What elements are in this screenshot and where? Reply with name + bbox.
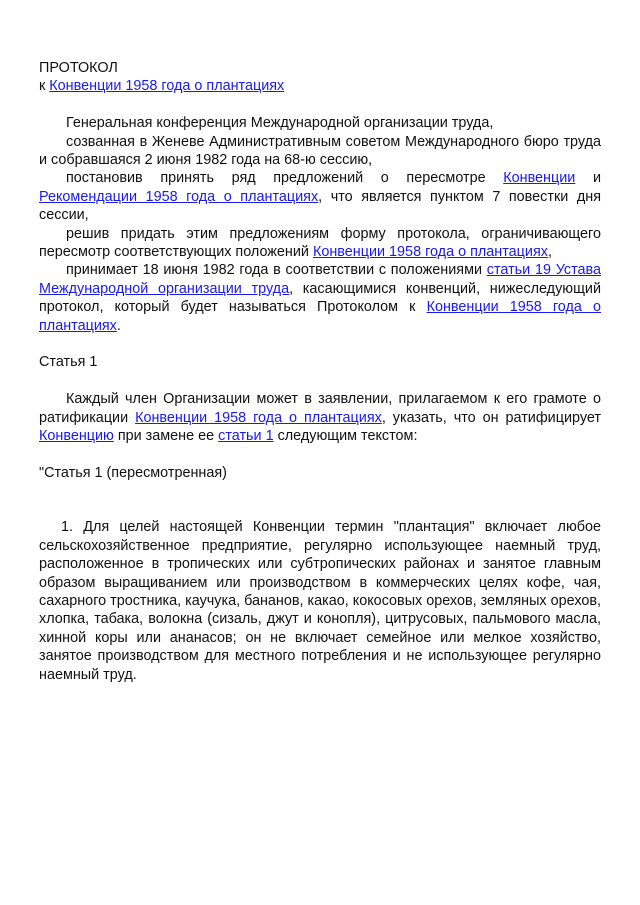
text: , что является пунктом 7 повестки дня сессии, xyxy=(39,188,601,224)
text: , xyxy=(547,244,552,261)
text: следующим текстом: xyxy=(273,428,418,445)
text: принимает 18 июня 1982 года в соответствии с положениями xyxy=(66,262,487,279)
text: , указать, что он ратифицирует xyxy=(381,409,601,426)
subtitle-prefix: к xyxy=(39,78,50,95)
revised-article-heading: "Статья 1 (пересмотренная) xyxy=(39,464,227,481)
document-subtitle xyxy=(39,77,601,95)
convention-link[interactable]: Конвенции 1958 года о плантациях xyxy=(39,299,602,334)
text: , касающимися конвенций, нижеследующий протокол, который будет называться Протоколом к xyxy=(39,280,601,316)
convention-link[interactable]: Конвенции xyxy=(503,170,576,187)
text: решив придать этим предложениям форму протокола, ограничивающего пересмотр соответствующих положений xyxy=(39,225,601,261)
article-link[interactable]: статьи 1 xyxy=(218,428,274,445)
text: постановив принять ряд предложений о пересмотре xyxy=(66,170,504,187)
ilo-constitution-article-link[interactable]: статьи 19 Устава Международной организации труда xyxy=(39,262,601,297)
preamble-paragraph xyxy=(39,225,601,262)
recommendation-link[interactable]: Рекомендации 1958 года о плантациях xyxy=(39,188,319,205)
convention-link[interactable]: Конвенции 1958 года о плантациях xyxy=(135,409,382,426)
preamble-paragraph xyxy=(39,169,601,224)
convention-link[interactable]: Конвенции 1958 года о плантациях xyxy=(49,78,285,95)
text: при замене ее xyxy=(113,428,219,445)
preamble-paragraph: Генеральная конференция Международной организации труда, xyxy=(66,115,494,132)
document-title: ПРОТОКОЛ xyxy=(39,60,118,76)
preamble-paragraph xyxy=(39,261,601,335)
preamble-paragraph: созванная в Женеве Административным советом Международного бюро труда и собравшаяся 2 июня 1982 года на 68-ю сессию, xyxy=(39,133,601,169)
document xyxy=(39,59,601,684)
text: и xyxy=(575,170,601,187)
convention-link[interactable]: Конвенции 1958 года о плантациях xyxy=(312,244,548,261)
article-heading: Статья 1 xyxy=(39,354,98,371)
convention-link[interactable]: Конвенцию xyxy=(39,428,114,445)
revised-article-paragraph: 1. Для целей настоящей Конвенции термин "плантация" включает любое сельскохозяйственное предприятие, регулярно использующее наемный труд, расположенное в тропических или субтропических районах и занятое главным образом выращиванием или производством в коммерческих целях кофе, чая, сахарного тростника, каучука, бананов, какао, кокосовых орехов, земляных орехов, хлопка, табака, волокна (сизаль, джут и конопля), цитрусовых, пальмового масла, хинной коры или ананасов; он не включает семейное или мелкое хозяйство, занятое производством для местного потребления и не использующее регулярно наемный труд. xyxy=(39,519,601,683)
text: . xyxy=(116,317,121,334)
text: Каждый член Организации может в заявлении, прилагаемом к его грамоте о ратификации xyxy=(39,391,601,426)
article-paragraph xyxy=(39,390,601,445)
